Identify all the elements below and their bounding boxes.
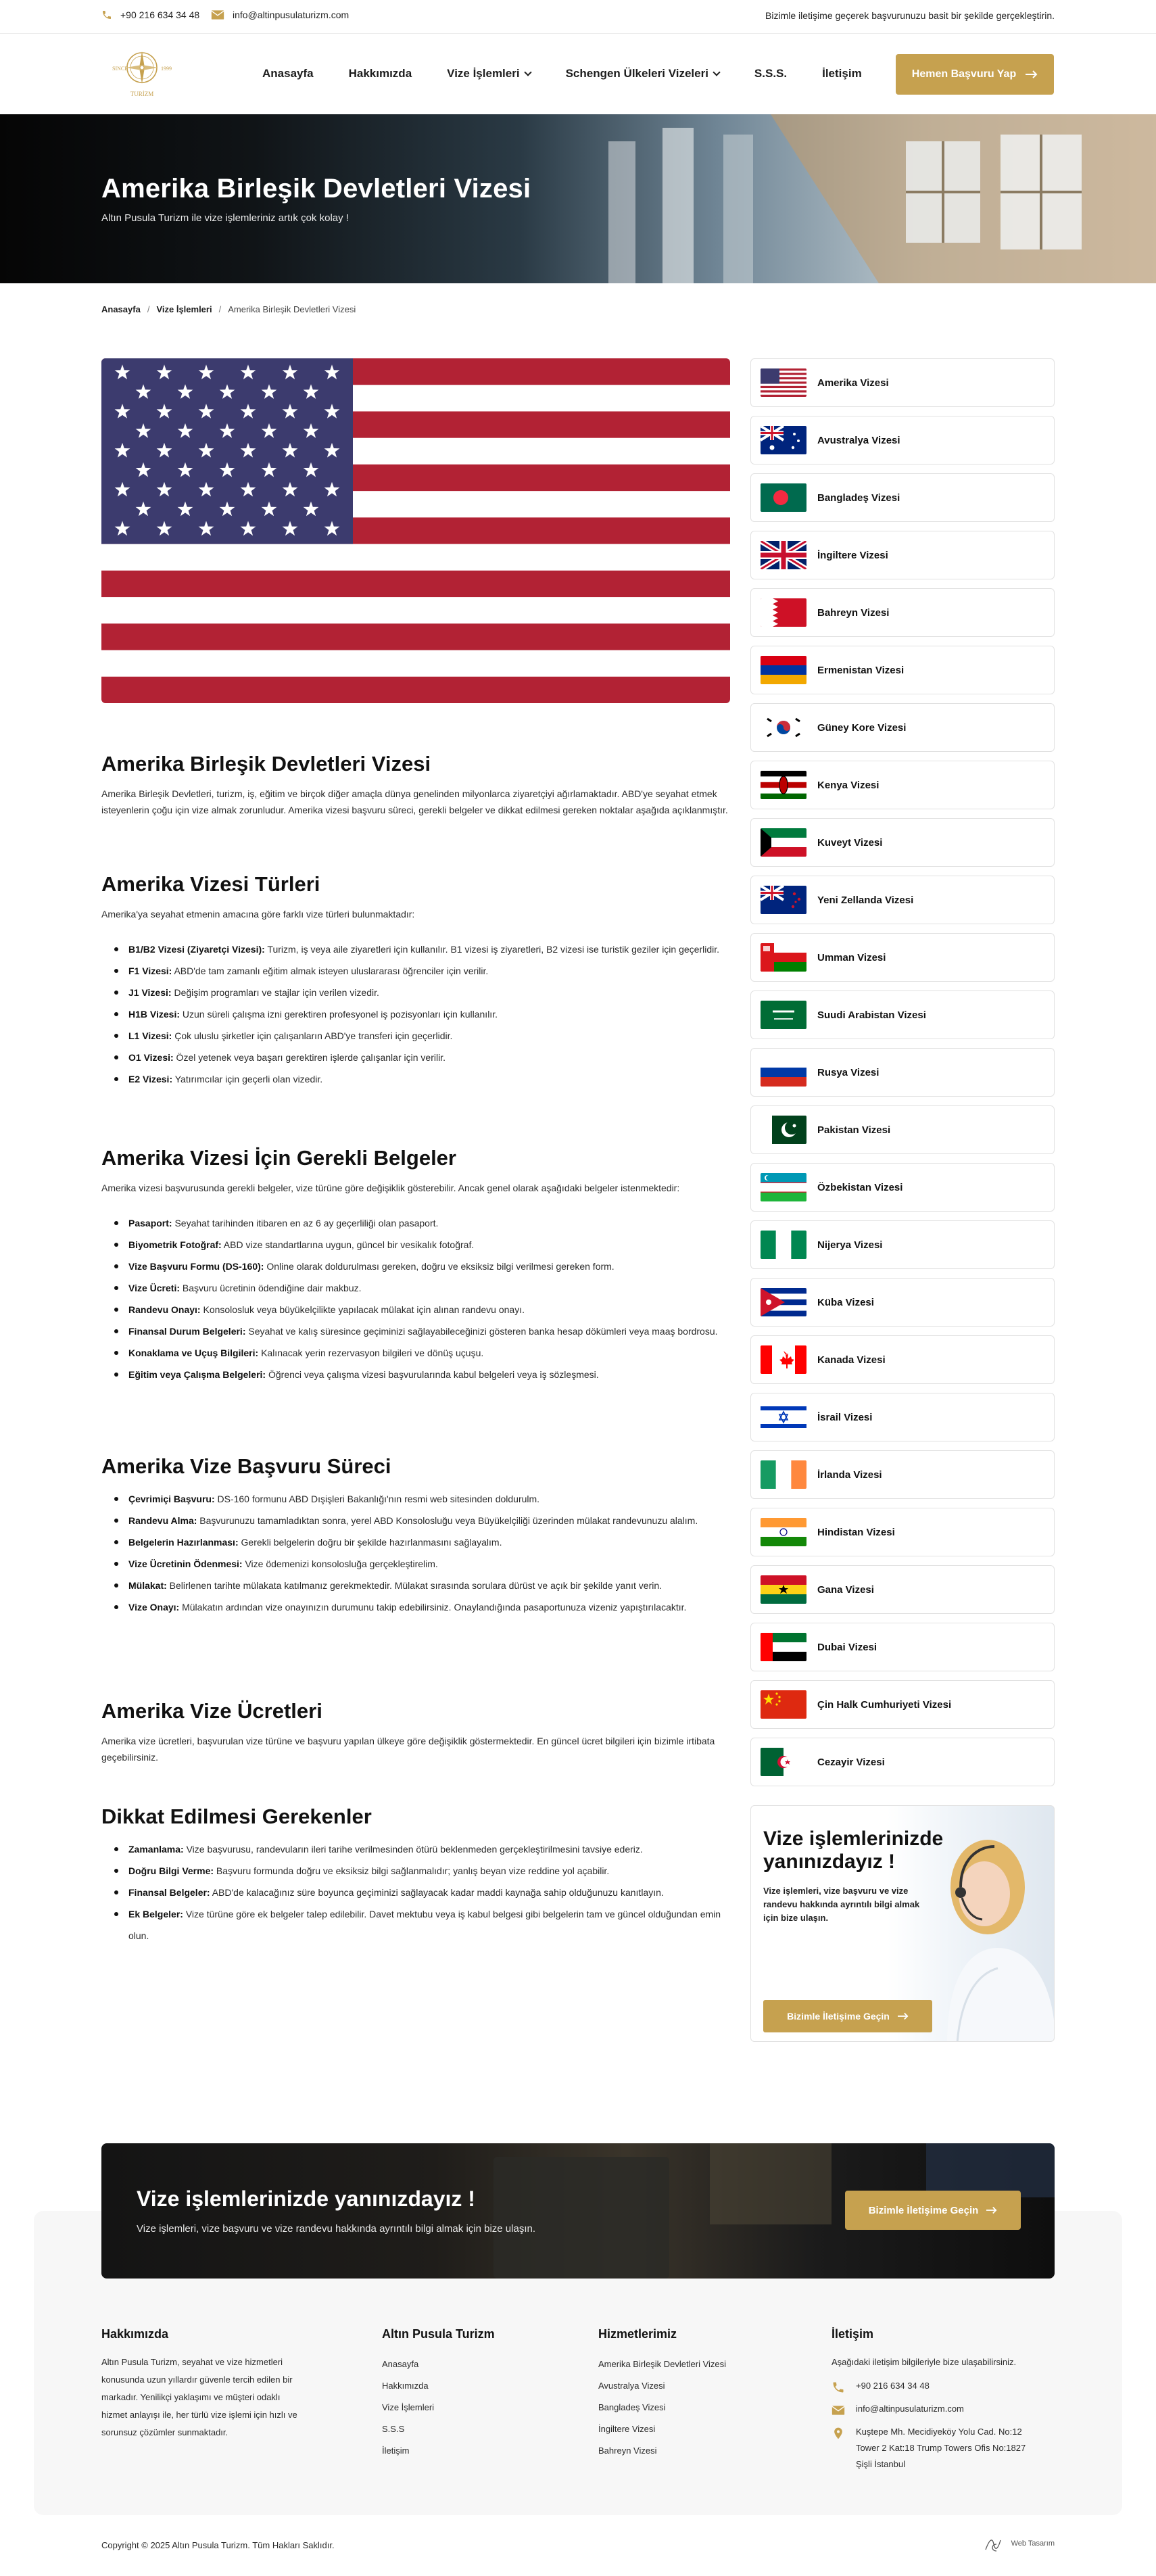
breadcrumb: Anasayfa / Vize İşlemleri / Amerika Birleşik Devletleri Vizesi <box>101 304 356 314</box>
sidebar-item-label: Güney Kore Vizesi <box>817 721 907 734</box>
address-line: Şişli İstanbul <box>856 2459 905 2469</box>
sidebar-item-label: Bahreyn Vizesi <box>817 606 890 619</box>
flag-bahrain-icon <box>761 598 806 627</box>
flag-kuwait-icon <box>761 828 806 857</box>
footer-email-link[interactable] <box>832 2401 1055 2417</box>
banner-title: Vize işlemlerinizde yanınızdayız ! <box>137 2187 475 2211</box>
sidebar-item-label: Dubai Vizesi <box>817 1641 877 1653</box>
flag-algeria-icon <box>761 1748 806 1776</box>
flag-oman-icon <box>761 943 806 972</box>
list-item-label: Ek Belgeler: <box>128 1909 183 1919</box>
nav-item-schengen[interactable]: Schengen Ülkeleri Vizeleri <box>566 67 719 80</box>
section-list <box>101 1488 730 1618</box>
footer-company <box>382 2327 558 2462</box>
nav-item-vize-islemleri[interactable]: Vize İşlemleri <box>447 67 530 80</box>
footer-about-line: sorunsuz çözümler sunmaktadır. <box>101 2427 228 2437</box>
list-item: B1/B2 Vizesi (Ziyaretçi Vizesi): Turizm, iş veya aile ziyaretleri için kullanılır. B1 vizesi iş ziyaretleri, B2 vizesi ise turistik geziler için geçerlidir. <box>101 938 730 960</box>
footer-about-line: konusunda uzun yıllardır güvenle tercih edilen bir <box>101 2375 293 2385</box>
section-title: Amerika Vize Ücretleri <box>101 1699 322 1723</box>
list-item-label: Vize Ücreti: <box>128 1283 180 1293</box>
logo-top-text: SINCE <box>112 66 128 72</box>
sidebar-item-kenya[interactable] <box>750 761 1055 809</box>
topbar-phone: +90 216 634 34 48 <box>120 9 200 20</box>
list-item-label: Randevu Onayı: <box>128 1304 201 1315</box>
list-item: Doğru Bilgi Verme: Başvuru formunda doğru ve eksiksiz bilgi sağlanmalıdır; yanlış beyan vize reddine yol açabilir. <box>101 1860 730 1882</box>
section-list <box>101 1212 730 1385</box>
svg-text:1999: 1999 <box>161 66 172 72</box>
list-item-label: J1 Vizesi: <box>128 987 172 998</box>
sidebar-item-label: Pakistan Vizesi <box>817 1124 891 1136</box>
list-item-label: Belgelerin Hazırlanması: <box>128 1537 239 1548</box>
chevron-down-icon <box>524 68 531 76</box>
flag-kuwait-icon <box>761 828 806 857</box>
list-item: Randevu Alma: Başvurunuzu tamamladıktan sonra, yerel ABD Konsolosluğu veya Büyükelçiliği üzerinden mülakat randevunuzu alalım. <box>101 1510 730 1531</box>
sidebar-item-australia[interactable] <box>750 416 1055 464</box>
usa-flag-icon <box>101 358 730 703</box>
nav-item-iletisim[interactable]: İletişim <box>822 67 862 80</box>
list-item: F1 Vizesi: ABD'de tam zamanlı eğitim almak isteyen uluslararası öğrenciler için verilir. <box>101 960 730 982</box>
footer-link[interactable]: Bangladeş Vizesi <box>598 2402 666 2412</box>
section-1 <box>101 872 730 1090</box>
flag-cuba-icon <box>761 1288 806 1316</box>
sidebar-item-india[interactable] <box>750 1508 1055 1556</box>
flag-saudi-icon <box>761 1001 806 1029</box>
flag-canada-icon <box>761 1345 806 1374</box>
list-item-label: Randevu Alma: <box>128 1515 197 1526</box>
chevron-down-icon <box>713 68 720 76</box>
nav-item-hakkimizda[interactable]: Hakkımızda <box>348 67 412 80</box>
sidebar-item-label: Çin Halk Cumhuriyeti Vizesi <box>817 1698 952 1711</box>
sidebar-item-label: Amerika Vizesi <box>817 377 889 389</box>
list-item: Ek Belgeler: Vize türüne göre ek belgeler talep edilebilir. Davet mektubu veya iş kabul belgesi gibi belgelerin tam ve güncel olduğundan emin olun. <box>101 1903 730 1947</box>
mail-icon <box>211 9 224 20</box>
section-2 <box>101 1146 730 1385</box>
sidebar-item-label: İngiltere Vizesi <box>817 549 888 561</box>
flag-israel-icon <box>761 1403 806 1431</box>
sidebar-item-label: Küba Vizesi <box>817 1296 874 1308</box>
sidebar-item-label: Avustralya Vizesi <box>817 434 900 446</box>
sidebar-item-label: Bangladeş Vizesi <box>817 492 900 504</box>
list-item-label: Eğitim veya Çalışma Belgeleri: <box>128 1369 266 1380</box>
list-item: Eğitim veya Çalışma Belgeleri: Öğrenci veya çalışma vizesi başvurularında kabul belgeleri veya iş sözleşmesi. <box>101 1364 730 1385</box>
list-item: Vize Onayı: Mülakatın ardından vize onayınızın durumunu takip edebilirsiniz. Onaylandığında pasaportunuza vizeniz yapıştırılacaktır. <box>101 1596 730 1618</box>
list-item-label: Çevrimiçi Başvuru: <box>128 1494 215 1504</box>
nav-item-sss[interactable]: S.S.S. <box>754 67 788 80</box>
sidebar-item-korea[interactable] <box>750 703 1055 752</box>
footer-about-title: Hakkımızda <box>101 2327 169 2341</box>
section-3 <box>101 1454 730 1618</box>
breadcrumb-home[interactable]: Anasayfa <box>101 304 141 314</box>
sidebar-item-label: Suudi Arabistan Vizesi <box>817 1009 926 1021</box>
list-item: Mülakat: Belirlenen tarihte mülakata katılmanız gerekmektedir. Mülakat sırasında sorulara dürüst ve açık bir şekilde yanıt verin. <box>101 1575 730 1596</box>
section-title: Amerika Birleşik Devletleri Vizesi <box>101 752 431 776</box>
footer-link[interactable]: Avustralya Vizesi <box>598 2381 665 2391</box>
list-item: Vize Ücretinin Ödenmesi: Vize ödemenizi konsolosluğa gerçekleştirelim. <box>101 1553 730 1575</box>
flag-cuba-icon <box>761 1288 806 1316</box>
list-item-label: Vize Onayı: <box>128 1602 180 1613</box>
flag-uae-icon <box>761 1633 806 1661</box>
flag-saudi-icon <box>761 1001 806 1029</box>
footer-about-line: Altın Pusula Turizm, seyahat ve vize hizmetleri <box>101 2357 283 2367</box>
list-item: E2 Vizesi: Yatırımcılar için geçerli olan vizedir. <box>101 1068 730 1090</box>
flag-india-icon <box>761 1518 806 1546</box>
flag-nigeria-icon <box>761 1231 806 1259</box>
sidebar-item-label: Kenya Vizesi <box>817 779 880 791</box>
nav-item-anasayfa[interactable]: Anasayfa <box>262 67 314 80</box>
arrow-right-icon <box>1026 70 1038 78</box>
list-item: Belgelerin Hazırlanması: Gerekli belgelerin doğru bir şekilde hazırlanmasını sağlayalım. <box>101 1531 730 1553</box>
list-item-label: Pasaport: <box>128 1218 172 1229</box>
footer-email: info@altinpusulaturizm.com <box>856 2404 964 2414</box>
section-4 <box>101 1699 730 1765</box>
footer-link[interactable]: Anasayfa <box>382 2359 419 2369</box>
list-item-label: Vize Başvuru Formu (DS-160): <box>128 1261 264 1272</box>
promo-title: Vize işlemlerinizde yanınızdayız ! <box>763 1828 944 1873</box>
flag-china-icon <box>761 1690 806 1719</box>
building-illustration <box>527 114 1156 283</box>
flag-canada-icon <box>761 1345 806 1374</box>
flag-australia-icon <box>761 426 806 454</box>
list-item-label: F1 Vizesi: <box>128 965 172 976</box>
list-item-label: Doğru Bilgi Verme: <box>128 1865 214 1876</box>
list-item: Biyometrik Fotoğraf: ABD vize standartlarına uygun, güncel bir vesikalık fotoğraf. <box>101 1234 730 1256</box>
flag-kenya-icon <box>761 771 806 799</box>
sidebar-item-cuba[interactable] <box>750 1278 1055 1327</box>
mail-icon <box>832 2404 845 2417</box>
flag-australia-icon <box>761 426 806 454</box>
section-title: Amerika Vize Başvuru Süreci <box>101 1454 391 1478</box>
sidebar-item-newzealand[interactable] <box>750 876 1055 924</box>
sidebar-item-label: Kuveyt Vizesi <box>817 836 883 849</box>
flag-bangladesh-icon <box>761 483 806 512</box>
top-bar <box>0 0 1156 34</box>
flag-ireland-icon <box>761 1460 806 1489</box>
topbar-tagline: Bizimle iletişime geçerek başvurunuzu basit bir şekilde gerçekleştirin. <box>765 10 1055 21</box>
sidebar-item-label: İsrail Vizesi <box>817 1411 873 1423</box>
copyright: Copyright © 2025 Altın Pusula Turizm. Tüm Hakları Saklıdır. <box>101 2540 335 2550</box>
footer-about-line: markadır. Yenilikçi yaklaşımı ve müşteri odaklı <box>101 2392 281 2402</box>
flag-usa-icon <box>761 368 806 397</box>
usa-flag-image <box>101 358 730 703</box>
arrow-right-icon <box>986 2206 997 2214</box>
flag-kenya-icon <box>761 771 806 799</box>
sidebar-item-uae[interactable] <box>750 1623 1055 1671</box>
flag-bangladesh-icon <box>761 483 806 512</box>
sidebar-item-russia[interactable] <box>750 1048 1055 1097</box>
promo-card <box>750 1805 1055 2042</box>
arrow-right-icon <box>898 2012 909 2020</box>
sidebar-item-label: Cezayir Vizesi <box>817 1756 885 1768</box>
footer-link[interactable]: S.S.S <box>382 2424 405 2434</box>
list-item: Finansal Durum Belgeleri: Seyahat ve kalış süresince geçiminizi sağlayabileceğinizi gösteren banka hesap dökümleri veya maaş bordrosu. <box>101 1320 730 1342</box>
sidebar-item-label: Nijerya Vizesi <box>817 1239 883 1251</box>
sidebar-item-label: Özbekistan Vizesi <box>817 1181 903 1193</box>
designer-credit[interactable]: Web Tasarım <box>983 2533 1055 2554</box>
sidebar-item-label: Rusya Vizesi <box>817 1066 880 1078</box>
section-title: Amerika Vizesi Türleri <box>101 872 320 896</box>
list-item: Zamanlama: Vize başvurusu, randevuların ileri tarihe verilmesinden ötürü beklenmeden gerçekleştirilmesini tavsiye ederiz. <box>101 1838 730 1860</box>
compass-logo-icon <box>101 47 183 103</box>
list-item-label: O1 Vizesi: <box>128 1052 174 1063</box>
sidebar-item-nigeria[interactable] <box>750 1220 1055 1269</box>
list-item: Pasaport: Seyahat tarihinden itibaren en az 6 ay geçerliliği olan pasaport. <box>101 1212 730 1234</box>
sidebar-item-label: İrlanda Vizesi <box>817 1469 882 1481</box>
footer-contact <box>832 2327 1055 2473</box>
page-hero <box>0 114 1156 283</box>
flag-uk-icon <box>761 541 806 569</box>
sidebar-item-label: Umman Vizesi <box>817 951 886 963</box>
sidebar-item-ireland[interactable] <box>750 1450 1055 1499</box>
sidebar-item-bahrain[interactable] <box>750 588 1055 637</box>
list-item: O1 Vizesi: Özel yetenek veya başarı gerektiren işlerde çalışanlar için verilir. <box>101 1047 730 1068</box>
sidebar-item-label: Gana Vizesi <box>817 1583 874 1596</box>
flag-korea-icon <box>761 713 806 742</box>
sidebar-item-saudi[interactable] <box>750 991 1055 1039</box>
list-item-label: Mülakat: <box>128 1580 167 1591</box>
flag-nigeria-icon <box>761 1231 806 1259</box>
sidebar-item-china[interactable] <box>750 1680 1055 1729</box>
list-item-label: L1 Vizesi: <box>128 1030 172 1041</box>
flag-newzealand-icon <box>761 886 806 914</box>
section-intro: Amerika'ya seyahat etmenin amacına göre farklı vize türleri bulunmaktadır: <box>101 909 415 920</box>
list-item: Çevrimiçi Başvuru: DS-160 formunu ABD Dışişleri Bakanlığı'nın resmi web sitesinden doldurulm. <box>101 1488 730 1510</box>
flag-ghana-icon <box>761 1575 806 1604</box>
signature-logo-icon <box>983 2533 1007 2554</box>
sidebar-item-israel[interactable] <box>750 1393 1055 1441</box>
footer-about <box>101 2327 324 2441</box>
sidebar-item-pakistan[interactable] <box>750 1105 1055 1154</box>
flag-russia-icon <box>761 1058 806 1087</box>
flag-uae-icon <box>761 1633 806 1661</box>
list-item: Finansal Belgeler: ABD'de kalacağınız süre boyunca geçiminizi sağlayacak kadar maddi kaynağa sahip olduğunuzu kanıtlayın. <box>101 1882 730 1903</box>
flag-bahrain-icon <box>761 598 806 627</box>
flag-china-icon <box>761 1690 806 1719</box>
footer-about-line: hizmet anlayışı ile, her türlü vize işlemi için hızlı ve <box>101 2410 297 2420</box>
sidebar-item-label: Hindistan Vizesi <box>817 1526 895 1538</box>
section-list <box>101 1838 730 1947</box>
list-item: Vize Ücreti: Başvuru ücretinin ödendiğine dair makbuz. <box>101 1277 730 1299</box>
breadcrumb-current: Amerika Birleşik Devletleri Vizesi <box>228 304 356 314</box>
flag-israel-icon <box>761 1403 806 1431</box>
footer-company-title: Altın Pusula Turizm <box>382 2327 495 2341</box>
address-line: Kuştepe Mh. Mecidiyeköy Yolu Cad. No:12 <box>856 2427 1022 2437</box>
footer-services-title: Hizmetlerimiz <box>598 2327 677 2341</box>
sidebar-item-bangladesh[interactable] <box>750 473 1055 522</box>
flag-uzbekistan-icon <box>761 1173 806 1201</box>
sidebar-item-label: Ermenistan Vizesi <box>817 664 905 676</box>
flag-oman-icon <box>761 943 806 972</box>
page-subtitle: Altın Pusula Turizm ile vize işlemleriniz artık çok kolay ! <box>101 212 349 224</box>
list-item-label: Finansal Belgeler: <box>128 1887 210 1898</box>
footer-link[interactable]: İletişim <box>382 2446 410 2456</box>
sidebar-item-ghana[interactable] <box>750 1565 1055 1614</box>
list-item-label: H1B Vizesi: <box>128 1009 180 1020</box>
flag-algeria-icon <box>761 1748 806 1776</box>
list-item-label: Konaklama ve Uçuş Bilgileri: <box>128 1347 259 1358</box>
footer-contact-title: İletişim <box>832 2327 874 2341</box>
list-item-label: Vize Ücretinin Ödenmesi: <box>128 1558 243 1569</box>
flag-uzbekistan-icon <box>761 1173 806 1201</box>
footer-address <box>832 2424 1055 2473</box>
section-5 <box>101 1805 730 1947</box>
logo-bottom-text: TURİZM <box>130 91 154 97</box>
main-nav <box>262 67 862 80</box>
section-intro: Amerika vizesi başvurusunda gerekli belgeler, vize türüne göre değişiklik gösterebilir. Ancak genel olarak aşağıdaki belgeler istenmektedir: <box>101 1183 680 1193</box>
phone-icon <box>101 9 112 20</box>
sidebar-item-algeria[interactable] <box>750 1738 1055 1786</box>
site-header <box>0 34 1156 114</box>
flag-pakistan-icon <box>761 1116 806 1144</box>
banner-contact-button[interactable]: Bizimle İletişime Geçin <box>845 2191 1021 2230</box>
topbar-phone-link[interactable] <box>101 9 199 20</box>
list-item-label: Zamanlama: <box>128 1844 184 1855</box>
list-item: Konaklama ve Uçuş Bilgileri: Kalınacak yerin rezervasyon bilgileri ve dönüş uçuşu. <box>101 1342 730 1364</box>
sidebar-item-kuwait[interactable] <box>750 818 1055 867</box>
section-title: Dikkat Edilmesi Gerekenler <box>101 1805 372 1828</box>
flag-india-icon <box>761 1518 806 1546</box>
footer-phone-link[interactable] <box>832 2378 1055 2394</box>
section-intro: Amerika vize ücretleri, başvurulan vize türüne ve başvuru yapılan ülkeye göre değişiklik göstermektedir. En güncel ücret bilgileri için bizimle irtibata geçebilirsiniz. <box>101 1736 715 1763</box>
list-item: Vize Başvuru Formu (DS-160): Online olarak doldurulması gereken, doğru ve eksiksiz bilgi verilmesi gereken form. <box>101 1256 730 1277</box>
flag-usa-icon <box>761 368 806 397</box>
footer-link[interactable]: Vize İşlemleri <box>382 2402 435 2412</box>
flag-newzealand-icon <box>761 886 806 914</box>
footer-link[interactable]: Hakkımızda <box>382 2381 429 2391</box>
footer-link[interactable]: Bahreyn Vizesi <box>598 2446 657 2456</box>
sidebar-item-uk[interactable] <box>750 531 1055 579</box>
footer-services <box>598 2327 801 2462</box>
footer-link[interactable]: Amerika Birleşik Devletleri Vizesi <box>598 2359 727 2369</box>
flag-korea-icon <box>761 713 806 742</box>
section-title: Amerika Vizesi İçin Gerekli Belgeler <box>101 1146 456 1170</box>
promo-contact-button[interactable]: Bizimle İletişime Geçin <box>763 2000 932 2032</box>
contact-banner <box>101 2143 1055 2279</box>
topbar-email: info@altinpusulaturizm.com <box>233 9 350 20</box>
sidebar-item-label: Kanada Vizesi <box>817 1354 886 1366</box>
footer-contact-intro: Aşağıdaki iletişim bilgileriyle bize ulaşabilirsiniz. <box>832 2357 1017 2367</box>
flag-armenia-icon <box>761 656 806 684</box>
site-logo[interactable] <box>101 47 183 103</box>
breadcrumb-section[interactable]: Vize İşlemleri <box>156 304 212 314</box>
page-title: Amerika Birleşik Devletleri Vizesi <box>101 174 531 204</box>
list-item-label: B1/B2 Vizesi (Ziyaretçi Vizesi): <box>128 944 265 955</box>
flag-ireland-icon <box>761 1460 806 1489</box>
sidebar-item-armenia[interactable] <box>750 646 1055 694</box>
topbar-email-link[interactable] <box>211 9 349 20</box>
banner-text: Vize işlemleri, vize başvuru ve vize randevu hakkında ayrıntılı bilgi almak için bize ulaşın. <box>137 2223 535 2235</box>
sidebar-item-label: Yeni Zellanda Vizesi <box>817 894 914 906</box>
section-list <box>101 938 730 1090</box>
flag-uk-icon <box>761 541 806 569</box>
list-item-label: Finansal Durum Belgeleri: <box>128 1326 246 1337</box>
sidebar-item-uzbekistan[interactable] <box>750 1163 1055 1212</box>
list-item: Randevu Onayı: Konsolosluk veya büyükelçilikte yapılacak mülakat için alınan randevu onayı. <box>101 1299 730 1320</box>
list-item: L1 Vizesi: Çok uluslu şirketler için çalışanların ABD'ye transferi için geçerlidir. <box>101 1025 730 1047</box>
list-item-label: E2 Vizesi: <box>128 1074 173 1084</box>
address-line: Tower 2 Kat:18 Trump Towers Ofis No:1827 <box>856 2443 1026 2453</box>
flag-armenia-icon <box>761 656 806 684</box>
location-pin-icon <box>832 2427 845 2440</box>
visa-sidebar <box>750 358 1055 1795</box>
list-item: H1B Vizesi: Uzun süreli çalışma izni gerektiren profesyonel iş pozisyonları için kullanılır. <box>101 1003 730 1025</box>
phone-icon <box>832 2381 845 2394</box>
list-item: J1 Vizesi: Değişim programları ve stajlar için verilen vizedir. <box>101 982 730 1003</box>
sidebar-item-usa[interactable] <box>750 358 1055 407</box>
list-item-label: Biyometrik Fotoğraf: <box>128 1239 222 1250</box>
flag-pakistan-icon <box>761 1116 806 1144</box>
promo-text: Vize işlemleri, vize başvuru ve vize randevu hakkında ayrıntılı bilgi almak için bize ulaşın. <box>763 1886 920 1923</box>
sidebar-item-canada[interactable] <box>750 1335 1055 1384</box>
sidebar-item-oman[interactable] <box>750 933 1055 982</box>
apply-now-button[interactable]: Hemen Başvuru Yap <box>896 54 1054 95</box>
flag-russia-icon <box>761 1058 806 1087</box>
section-0 <box>101 752 730 818</box>
footer-phone: +90 216 634 34 48 <box>856 2381 930 2391</box>
flag-ghana-icon <box>761 1575 806 1604</box>
section-intro: Amerika Birleşik Devletleri, turizm, iş, eğitim ve birçok diğer amaçla dünya genelinden milyonlarca ziyaretçiyi ağırlamaktadır. ABD'ye seyahat etmek isteyenlerin çoğu için vize almak zorunludur. Amerika vizesi başvuru süreci, gerekli belgeler ve dikkat edilmesi gereken noktalar aşağıda açıklanmıştır. <box>101 788 728 815</box>
footer-link[interactable]: İngiltere Vizesi <box>598 2424 656 2434</box>
